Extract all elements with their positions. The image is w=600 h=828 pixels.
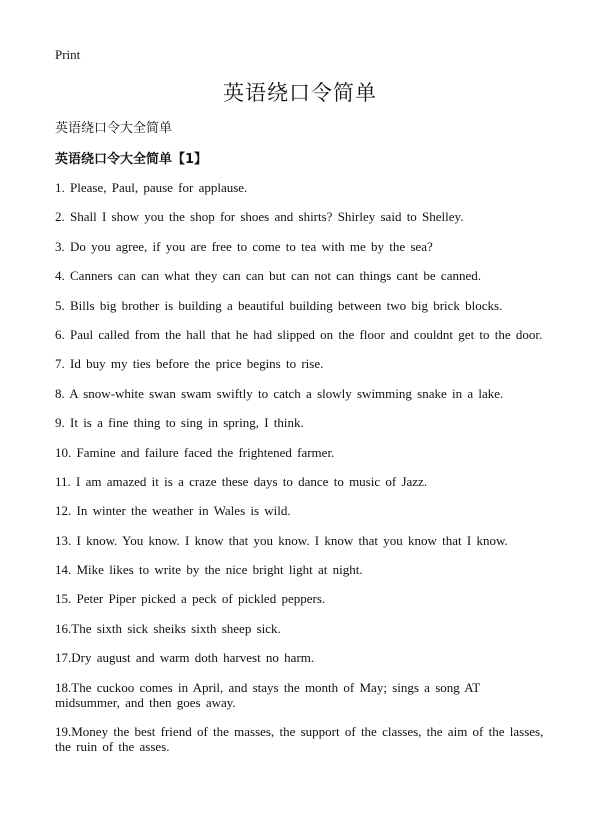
list-item: 8. A snow-white swan swam swiftly to catch a slowly swimming snake in a lake. [55, 385, 504, 401]
list-item: 19.Money the best friend of the masses, the support of the classes, the aim of the lasses, the ruin of the asses. [55, 723, 544, 754]
list-item: 13. I know. You know. I know that you know. I know that you know that I know. [55, 532, 508, 548]
list-item: 12. In winter the weather in Wales is wild. [55, 503, 291, 519]
list-item: 3. Do you agree, if you are free to come to tea with me by the sea? [55, 238, 433, 254]
tongue-twister-list [55, 180, 545, 768]
list-item: 9. It is a fine thing to sing in spring, I think. [55, 415, 304, 431]
list-item: 18.The cuckoo comes in April, and stays the month of May; sings a song AT midsummer, and then goes away. [55, 679, 480, 710]
list-item: 7. Id buy my ties before the price begins to rise. [55, 356, 324, 372]
list-item: 17.Dry august and warm doth harvest no harm. [55, 650, 315, 666]
list-item: 5. Bills big brother is building a beautiful building between two big brick blocks. [55, 297, 503, 313]
page-subtitle: 英语绕口令大全简单 [55, 121, 173, 136]
page-title: 英语绕口令简单 [223, 81, 377, 105]
list-item: 11. I am amazed it is a craze these days to dance to music of Jazz. [55, 473, 428, 489]
list-item: 16.The sixth sick sheiks sixth sheep sick. [55, 620, 281, 636]
list-item: 14. Mike likes to write by the nice bright light at night. [55, 562, 363, 578]
print-label[interactable]: Print [55, 47, 81, 62]
list-item: 2. Shall I show you the shop for shoes and shirts? Shirley said to Shelley. [55, 209, 464, 225]
list-item: 15. Peter Piper picked a peck of pickled peppers. [55, 591, 326, 607]
list-item: 4. Canners can can what they can can but can not can things cant be canned. [55, 268, 481, 284]
list-item: 1. Please, Paul, pause for applause. [55, 180, 248, 195]
list-item: 6. Paul called from the hall that he had slipped on the floor and couldnt get to the door. [55, 326, 543, 342]
list-item: 10. Famine and failure faced the frightened farmer. [55, 444, 335, 460]
section-heading: 英语绕口令大全简单【1】 [55, 152, 208, 167]
